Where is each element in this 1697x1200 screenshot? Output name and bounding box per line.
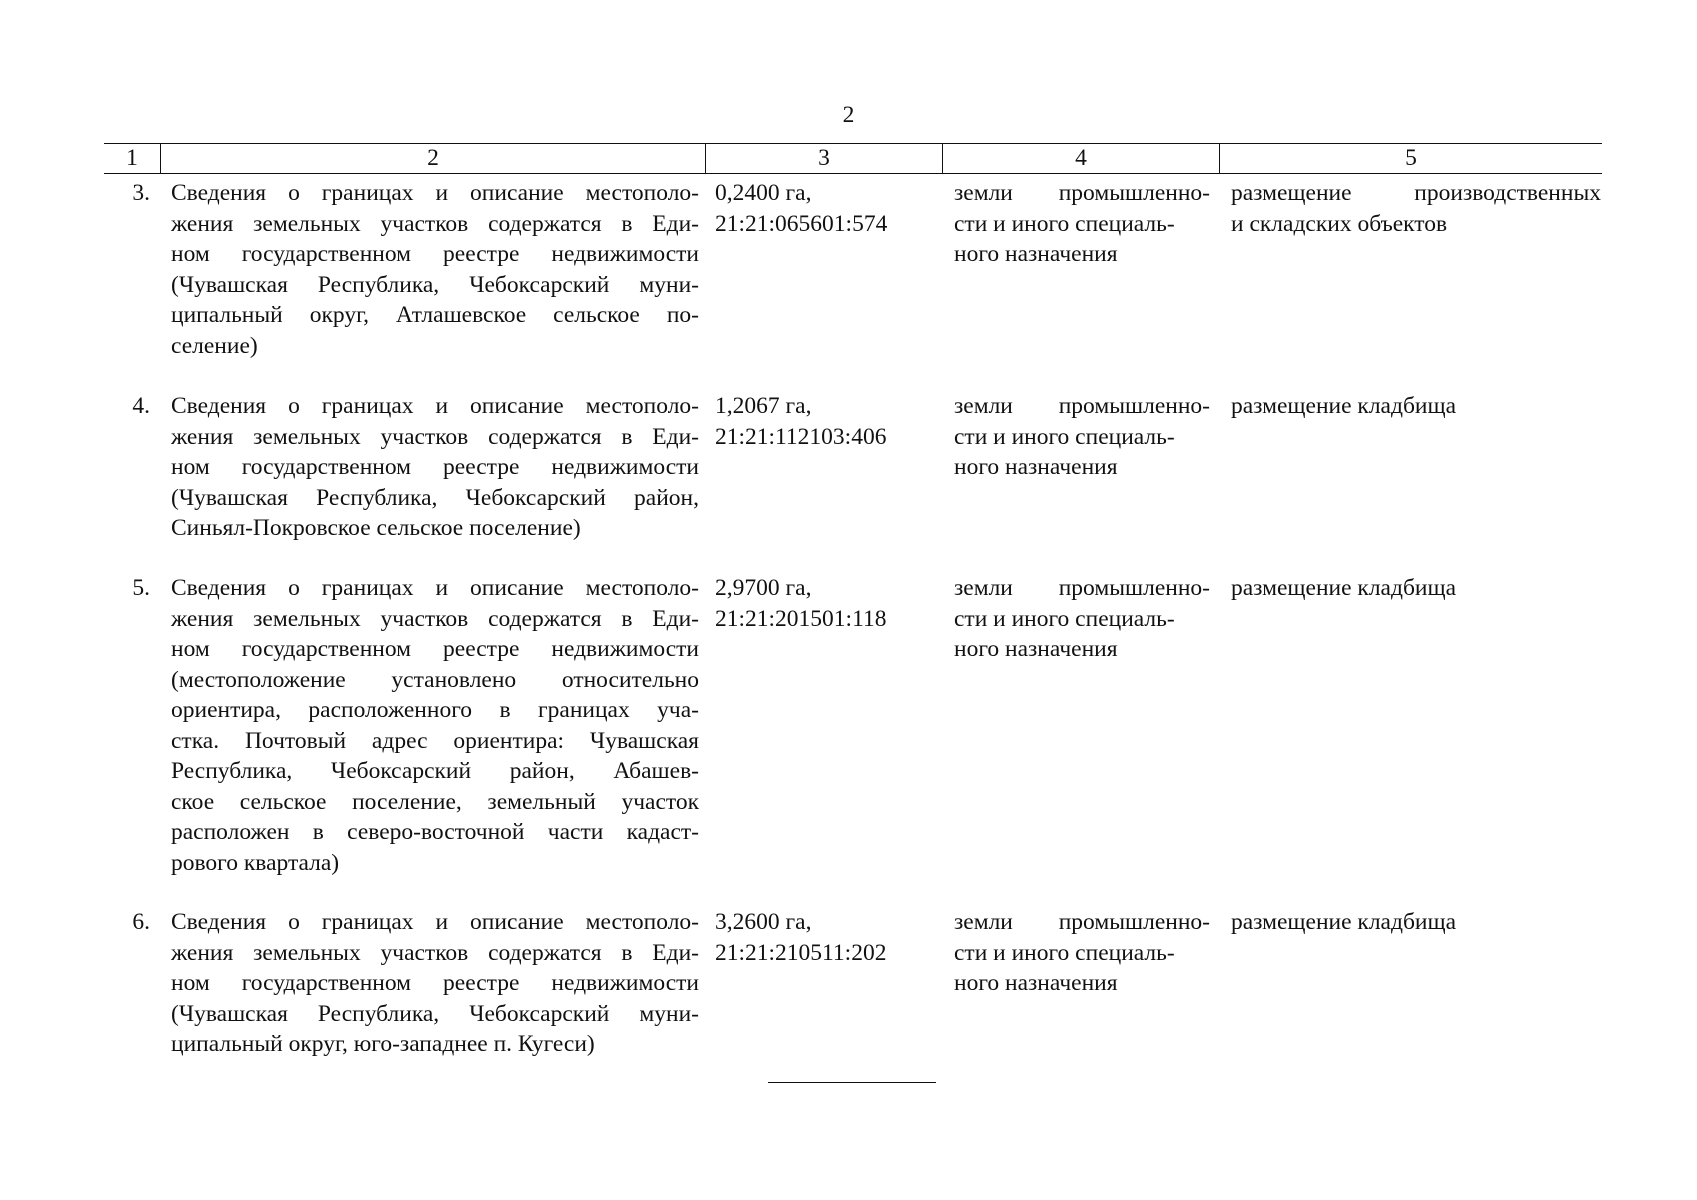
row-area: 2,9700 га, 21:21:201501:118 bbox=[715, 575, 887, 632]
row-description: Сведения о границах и описание местополо- жения земельных участков содержатся в Еди- ном государственном реестре недвижимости (Чувашская Республика, Чебоксарский район, Синьял-Покровское сельское поселение) bbox=[171, 393, 699, 541]
header-col-5: 5 bbox=[1219, 144, 1602, 173]
row-land-category: земли промышленно- сти и иного специаль- ного назначения bbox=[954, 393, 1210, 480]
header-col-4: 4 bbox=[942, 144, 1219, 173]
page-number: 2 bbox=[842, 102, 855, 128]
row-area: 1,2067 га, 21:21:112103:406 bbox=[715, 393, 887, 450]
row-purpose: размещение производственных и складских объектов bbox=[1231, 180, 1601, 237]
row-description: Сведения о границах и описание местополо- жения земельных участков содержатся в Еди- ном государственном реестре недвижимости (местоположение установлено относительно ориентира, расположенного в границах уча- стка. Почтовый адрес ориентира: Чувашская Республика, Чебоксарский район, Абашев- ское сельское поселение, земельный участок расположен в северо-восточной части кадаст- рового квартала) bbox=[171, 575, 699, 876]
row-land-category: земли промышленно- сти и иного специаль- ного назначения bbox=[954, 575, 1210, 662]
row-land-category: земли промышленно- сти и иного специаль- ного назначения bbox=[954, 909, 1210, 996]
row-number: 6. bbox=[132, 909, 150, 935]
row-number: 4. bbox=[132, 393, 150, 419]
table-header bbox=[104, 143, 1602, 174]
footer-divider bbox=[768, 1082, 936, 1083]
row-purpose: размещение кладбища bbox=[1231, 393, 1457, 419]
header-col-3: 3 bbox=[705, 144, 942, 173]
header-col-1: 1 bbox=[126, 145, 138, 171]
row-number: 3. bbox=[132, 180, 150, 206]
row-description: Сведения о границах и описание местополо- жения земельных участков содержатся в Еди- ном государственном реестре недвижимости (Чувашская Республика, Чебоксарский муни- ципальный округ, Атлашевское сельское по- селение) bbox=[171, 180, 699, 359]
row-description: Сведения о границах и описание местополо- жения земельных участков содержатся в Еди- ном государственном реестре недвижимости (Чувашская Республика, Чебоксарский муни- ципальный округ, юго-западнее п. Кугеси) bbox=[171, 909, 699, 1057]
row-purpose: размещение кладбища bbox=[1231, 909, 1457, 935]
row-area: 3,2600 га, 21:21:210511:202 bbox=[715, 909, 887, 966]
row-number: 5. bbox=[132, 575, 150, 601]
header-col-2: 2 bbox=[160, 144, 705, 173]
row-area: 0,2400 га, 21:21:065601:574 bbox=[715, 180, 888, 237]
row-purpose: размещение кладбища bbox=[1231, 575, 1457, 601]
row-land-category: земли промышленно- сти и иного специаль- ного назначения bbox=[954, 180, 1210, 267]
